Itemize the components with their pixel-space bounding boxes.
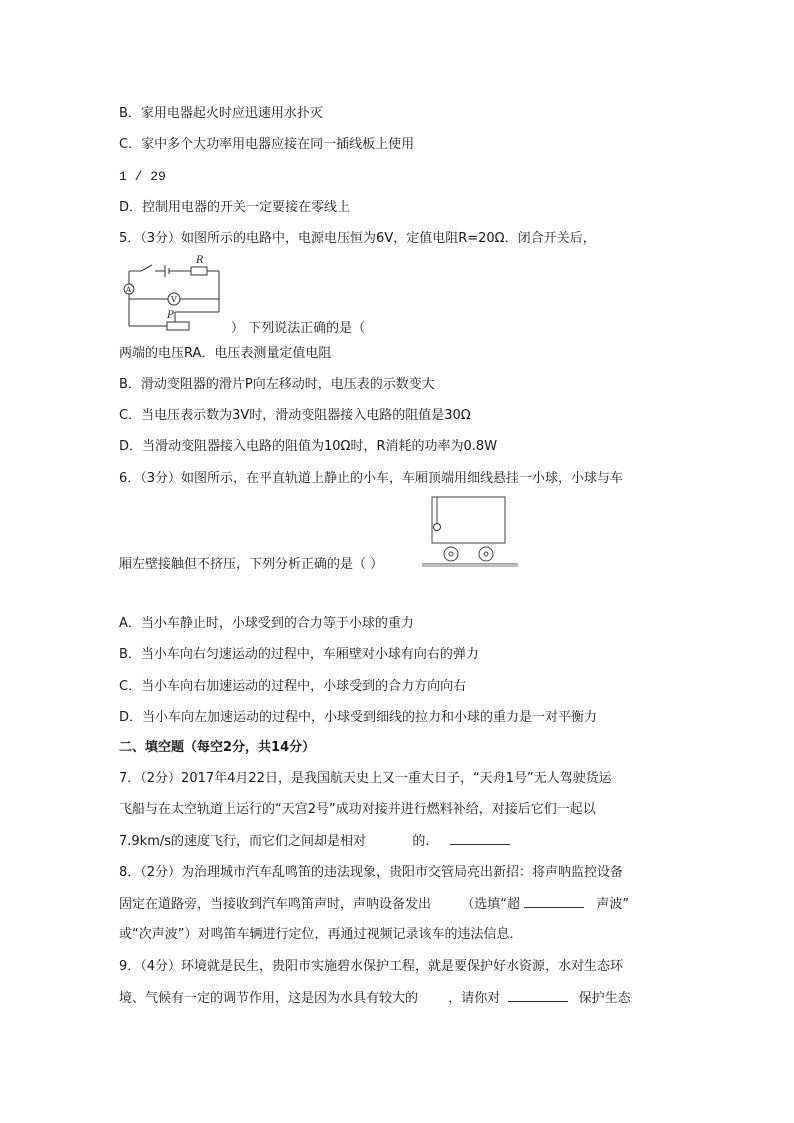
q7-line2: 飞船与在太空轨道上运行的“天宫2号”成功对接并进行燃料补给，对接后它们一起以 [119,802,596,817]
label-p: P [167,310,174,321]
q9-blank-1[interactable] [422,990,444,1002]
q8-line2 [119,895,629,914]
q8-blank-1[interactable] [435,896,457,908]
q8-blank-2[interactable] [524,895,584,908]
label-v: V [171,295,177,304]
q8-line2-option: （选填“超 [461,897,521,912]
page-number: 1 / 29 [119,169,166,184]
q6-option-d: D．当小车向左加速运动的过程中，小球受到细线的拉力和小球的重力是一对平衡力 [119,710,598,725]
q9-blank-2[interactable] [508,989,568,1002]
section-title: 二、填空题（每空2分，共14分） [119,740,316,755]
q7-line3-suffix: 的． [412,834,439,849]
q6-option-c: C．当小车向右加速运动的过程中，小球受到的合力方向向右 [119,679,467,694]
option-c-prev: C．家中多个大功率用电器应接在同一插线板上使用 [119,137,415,152]
label-r: R [196,255,204,266]
q7-blank-1[interactable] [370,833,408,845]
q8-line1: 8．（2分）为治理城市汽车乱鸣笛的违法现象，贵阳市交管局亮出新招：将声呐监控设备 [119,865,624,880]
option-b-prev: B．家用电器起火时应迅速用水扑灭 [119,106,323,121]
q6-cart-figure [422,494,518,570]
q5-option-c: C．当电压表示数为3V时，滑动变阻器接入电路的阻值是30Ω [119,408,471,423]
q6-option-b: B．当小车向右匀速运动的过程中，车厢壁对小球有向右的弹力 [119,647,479,662]
option-d-prev: D．控制用电器的开关一定要接在零线上 [119,200,351,215]
q6-stem-line2: 厢左壁接触但不挤压，下列分析正确的是（ ） [119,557,384,572]
q8-line2-suffix: 声波” [596,897,630,912]
q9-line1: 9．（4分）环境就是民生，贵阳市实施碧水保护工程，就是要保护好水资源，水对生态环 [119,959,624,974]
q8-line3: 或“次声波”）对鸣笛车辆进行定位，再通过视频记录该车的违法信息． [119,927,523,942]
q8-line2-text: 固定在道路旁，当接收到汽车鸣笛声时，声呐设备发出 [119,897,432,912]
q5-stem-cont: ） 下列说法正确的是（ [231,321,366,336]
q7-blank-2[interactable] [450,832,510,845]
label-a: A [126,286,132,294]
q9-line2 [119,989,631,1008]
q5-stem: 5．（3分）如图所示的电路中，电源电压恒为6V，定值电阻R=20Ω．闭合开关后， [119,231,596,246]
q7-line1: 7．（2分）2017年4月22日，是我国航天史上又一重大日子，“天舟1号”无人驾驶货运 [119,771,612,786]
q6-stem: 6．（3分）如图所示，在平直轨道上静止的小车，车厢顶端用细线悬挂一小球，小球与车 [119,471,624,486]
q7-line3 [119,832,510,851]
q5-option-b: B．滑动变阻器的滑片P向左移动时，电压表的示数变大 [119,377,435,392]
q7-line3-text: 7.9km/s的速度飞行，而它们之间却是相对 [119,834,367,849]
q6-option-a: A．当小车静止时，小球受到的合力等于小球的重力 [119,616,414,631]
q5-option-d: D．当滑动变阻器接入电路的阻值为10Ω时，R消耗的功率为0.8W [119,439,498,454]
q9-line2-mid: ，请你对 [448,991,501,1006]
q9-line2-text: 境、气候有一定的调节作用，这是因为水具有较大的 [119,991,419,1006]
q9-line2-suffix: 保护生态 [578,991,631,1006]
ball-symbol [434,524,441,531]
q5-stem-line3: 两端的电压RA．电压表测量定值电阻 [119,346,332,361]
q5-circuit-figure [119,252,227,332]
